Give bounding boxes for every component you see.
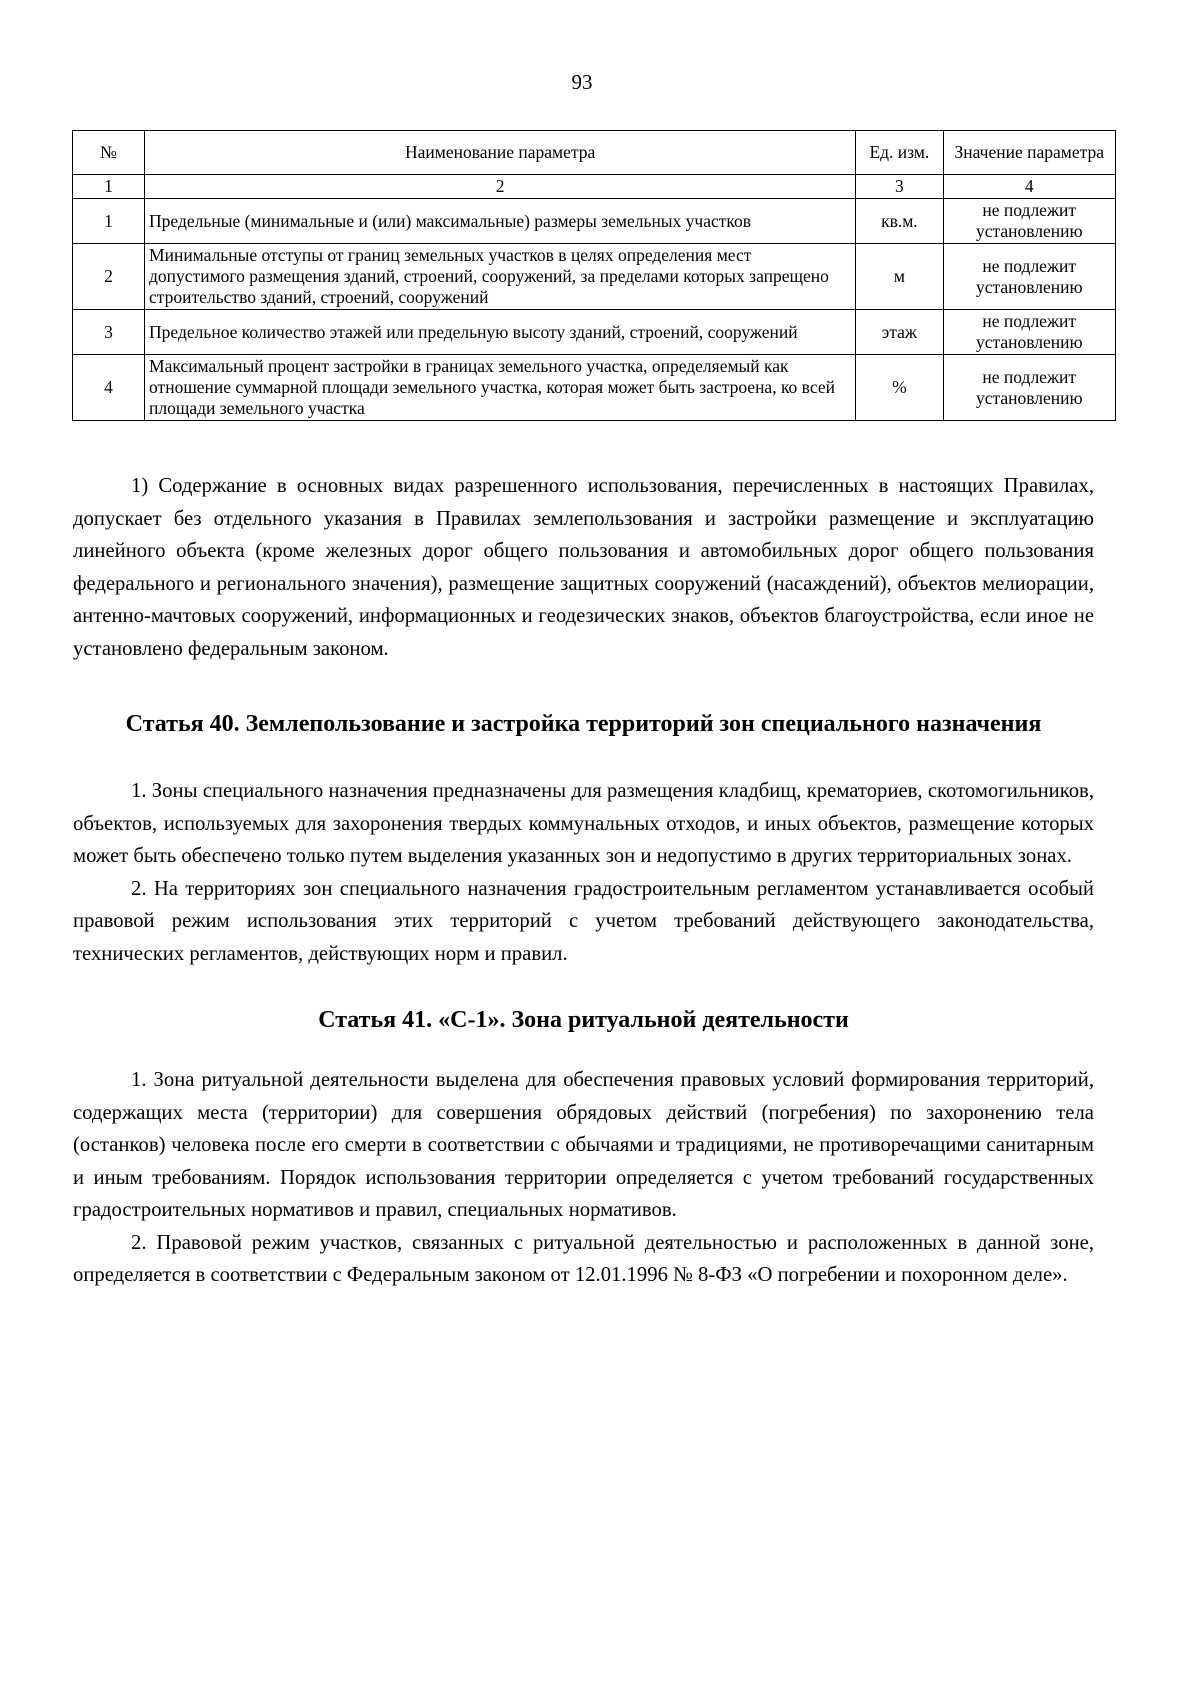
article-40-paragraph-2: 2. На территориях зон специального назначения градостроительным регламентом устанавливается особый правовой режим использования этих территорий с учетом требований действующего законодательства, технических регламентов, действующих норм и правил. [73, 877, 1094, 965]
table-header-row [73, 131, 1116, 175]
table-row [73, 199, 1116, 244]
row-value: не подлежит установлению [943, 199, 1116, 244]
page-number: 93 [571, 70, 593, 94]
article-41-paragraph-1: 1. Зона ритуальной деятельности выделена для обеспечения правовых условий формирования территорий, содержащих места (территории) для совершения обрядовых действий (погребения) по захоронению тела (останков) человека после его смерти в соответствии с обычаями и традициями, не противоречащими санитарным и иным требованиям. Порядок использования территории определяется с учетом требований государственных градостроительных нормативов и правил, специальных нормативов. [73, 1069, 1094, 1221]
article-41-heading: Статья 41. «С-1». Зона ритуальной деятельности [318, 1007, 849, 1033]
index-cell: 3 [856, 175, 943, 199]
row-unit: м [856, 244, 943, 310]
row-value: не подлежит установлению [943, 355, 1116, 421]
article-41-paragraph-2: 2. Правовой режим участков, связанных с ритуальной деятельностью и расположенных в данной зоне, определяется в соответствии с Федеральным законом от 12.01.1996 № 8-ФЗ «О погребении и похоронном деле». [73, 1231, 1094, 1286]
row-num: 2 [73, 244, 145, 310]
index-cell: 4 [943, 175, 1116, 199]
parameters-table [72, 130, 1116, 421]
row-num: 1 [73, 199, 145, 244]
row-unit: кв.м. [856, 199, 943, 244]
table-row [73, 244, 1116, 310]
row-value: не подлежит установлению [943, 244, 1116, 310]
index-cell: 2 [145, 175, 856, 199]
header-num: № [73, 131, 145, 175]
document-body [73, 470, 1094, 1292]
header-name: Наименование параметра [145, 131, 856, 175]
index-cell: 1 [73, 175, 145, 199]
table-row [73, 355, 1116, 421]
row-name: Предельные (минимальные и (или) максимальные) размеры земельных участков [145, 199, 856, 244]
header-value: Значение параметра [943, 131, 1116, 175]
note-paragraph: 1) Содержание в основных видах разрешенного использования, перечисленных в настоящих Правилах, допускает без отдельного указания в Правилах землепользования и застройки размещение и эксплуатацию линейного объекта (кроме железных дорог общего пользования и автомобильных дорог общего пользования федерального и регионального значения), размещение защитных сооружений (насаждений), объектов мелиорации, антенно-мачтовых сооружений, информационных и геодезических знаков, объектов благоустройства, если иное не установлено федеральным законом. [73, 475, 1094, 660]
row-name: Максимальный процент застройки в границах земельного участка, определяемый как отношение суммарной площади земельного участка, которая может быть застроена, ко всей площади земельного участка [145, 355, 856, 421]
row-unit: % [856, 355, 943, 421]
table-row [73, 310, 1116, 355]
row-name: Предельное количество этажей или предельную высоту зданий, строений, сооружений [145, 310, 856, 355]
row-num: 3 [73, 310, 145, 355]
article-40-heading: Статья 40. Землепользование и застройка территорий зон специального назначения [125, 711, 1042, 737]
row-name: Минимальные отступы от границ земельных участков в целях определения мест допустимого размещения зданий, строений, сооружений, за пределами которых запрещено строительство зданий, строений, сооружений [145, 244, 856, 310]
row-unit: этаж [856, 310, 943, 355]
row-num: 4 [73, 355, 145, 421]
row-value: не подлежит установлению [943, 310, 1116, 355]
article-40-paragraph-1: 1. Зоны специального назначения предназначены для размещения кладбищ, крематориев, скотомогильников, объектов, используемых для захоронения твердых коммунальных отходов, и иных объектов, размещение которых может быть обеспечено только путем выделения указанных зон и недопустимо в других территориальных зонах. [73, 780, 1094, 867]
header-unit: Ед. изм. [856, 131, 943, 175]
table-index-row [73, 175, 1116, 199]
